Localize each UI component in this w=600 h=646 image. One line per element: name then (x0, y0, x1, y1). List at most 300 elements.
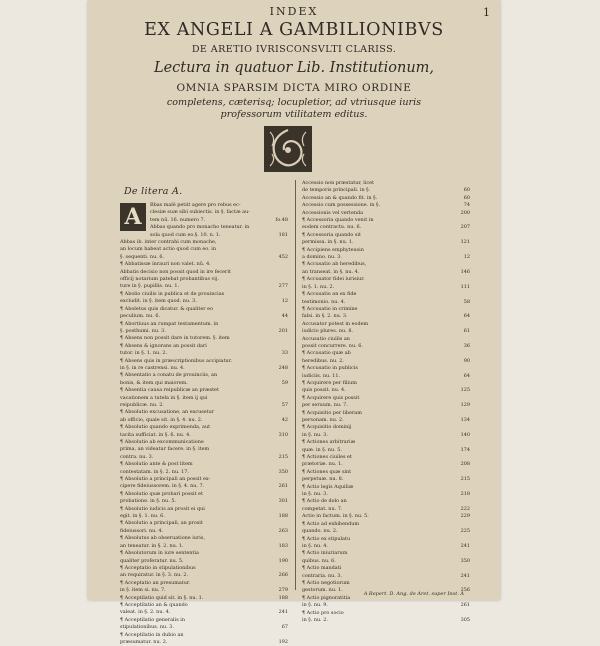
index-entry-text: an locum habeat actio quod cum eo. in (120, 246, 216, 253)
index-entry (302, 373, 470, 380)
index-entry-text: ¶ Accessoria quando sit (302, 231, 361, 238)
index-entry (120, 587, 288, 594)
index-entry-text: ¶ Actio negotiorum (302, 579, 350, 586)
index-entry-page: 277 (278, 283, 288, 290)
index-entry-text: ¶ Acquirere quis possit (302, 394, 360, 401)
index-entry (120, 565, 288, 572)
index-entry (302, 469, 470, 476)
index-entry-text: ¶ Absolutorum in iure sententia (120, 550, 199, 557)
index-entry-page: 181 (278, 231, 288, 238)
index-entry (120, 476, 288, 483)
index-entry (302, 536, 470, 543)
index-entry-text: ¶ Absens non possit dare in tutorem. §. item (120, 335, 230, 342)
title-main: EX ANGELI A GAMBILIONIBVS (144, 20, 444, 40)
index-entry (302, 224, 470, 231)
index-entry-text: stipulationibus. nu. 3. (120, 624, 174, 631)
index-entry-text: testimonio. nu. 4. (302, 298, 346, 305)
page-number: 1 (483, 6, 490, 19)
index-entry-page: 67 (281, 624, 288, 631)
index-entry (120, 624, 288, 631)
index-entry (302, 410, 470, 417)
index-entry-page: 241 (278, 609, 288, 616)
index-entry (302, 610, 470, 617)
index-entry-text: per seruum. nu. 7. (302, 402, 348, 409)
index-entry-page: 241 (460, 542, 470, 549)
index-entry-page: 44 (281, 313, 288, 320)
index-entry-page: 190 (278, 557, 288, 564)
index-entry-text: in §. nu. 3. (302, 431, 328, 438)
index-entry (302, 521, 470, 528)
index-entry-text: contra. nu. 3. (120, 453, 154, 460)
index-entry (302, 439, 470, 446)
index-entry (120, 424, 288, 431)
index-entry-page: 256 (460, 587, 470, 594)
index-entry (302, 306, 470, 313)
index-entry (302, 380, 470, 387)
index-entry (120, 498, 288, 505)
index-entry (120, 528, 288, 535)
index-entry-text: ¶ Actiones arbitrariæ (302, 439, 356, 446)
index-entry (120, 372, 288, 379)
index-entry (120, 543, 288, 550)
index-entry-text: valeat. in §. 2. nu. 4. (120, 609, 171, 616)
index-entry-text: reipublicæ. nu. 2. (120, 401, 164, 408)
index-entry-text: Accessio an & quando fit. in §. (302, 194, 378, 201)
index-entry (120, 535, 288, 542)
index-entry-text: sola quod cum eo.§. 10. n. 1. (150, 231, 221, 238)
index-entry (120, 380, 288, 387)
index-entry-page: 42 (281, 416, 288, 423)
book-page (88, 0, 500, 645)
index-entry (302, 395, 470, 402)
index-entry-text: ¶ Abolio ciuilis in publica et de prouincias (120, 290, 225, 297)
index-entry-text: falsi. in §. 2. nu. 3. (302, 313, 348, 320)
index-entry-text: ¶ Actio pro socio (302, 609, 344, 616)
title-omnia: OMNIA SPARSIM DICTA MIRO ORDINE (176, 82, 412, 94)
index-entry (120, 520, 288, 527)
index-entry-text: qualiter proferatur. nu. 5. (120, 557, 184, 564)
index-entry (302, 617, 470, 624)
index-entry-text: ¶ Accusatio ab heredibus, (302, 261, 367, 268)
index-entry-page: 60 (463, 187, 470, 194)
index-entry-page: 261 (460, 602, 470, 609)
index-entry-text: heredibus. nu. 2. (302, 357, 344, 364)
index-entry (120, 291, 288, 298)
index-entry-text: iudiciis. nu. 11. (302, 372, 341, 379)
index-entry-page: 12 (281, 298, 288, 305)
index-entry-text: eodem contractu. nu. 6. (302, 224, 362, 231)
index-entry (302, 461, 470, 468)
index-entry (302, 565, 470, 572)
index-entry (120, 358, 288, 365)
index-entry-text: Actio in factum. in §. nu. 5. (302, 513, 369, 520)
index-entry-page: 261 (278, 483, 288, 490)
index-entry (302, 513, 470, 520)
index-entry (120, 446, 288, 453)
index-entry (302, 291, 470, 298)
index-entry (302, 313, 470, 320)
index-entry-text: an teneatur. in §. 2. nu. 1. (120, 542, 184, 549)
index-entry-page: 174 (460, 446, 470, 453)
index-entry-page: 188 (278, 594, 288, 601)
index-entry-page: 215 (278, 453, 288, 460)
index-entry (120, 283, 288, 290)
index-entry-page: 215 (460, 476, 470, 483)
index-entry-text: de temporis principali. in §. (302, 187, 371, 194)
index-entry (120, 595, 288, 602)
index-entry-text: ¶ Absentatio a conatu de prouinciis, an (120, 372, 218, 379)
index-entry-text: ¶ Absolutio iudicis an prosit ei qui (120, 505, 205, 512)
index-entry-text: iudicio plures. nu. 8. (302, 328, 353, 335)
index-entry-text: ¶ Actio legis Aquiliæ (302, 483, 354, 490)
index-entry (302, 528, 470, 535)
index-entry (302, 284, 470, 291)
index-entry-page: 33 (281, 350, 288, 357)
index-entry (120, 402, 288, 409)
index-entry-text: ¶ Aboletus quis dicatur. & qualiter eo (120, 305, 214, 312)
index-entry-page: 183 (278, 542, 288, 549)
running-header-title: INDEX (269, 5, 319, 18)
index-entry-page: 350 (460, 557, 470, 564)
index-entry-text: ¶ Acquisitio dominij (302, 424, 352, 431)
index-entry-page: 207 (460, 224, 470, 231)
index-entry-page: 225 (460, 528, 470, 535)
index-entry-page: 200 (460, 209, 470, 216)
index-entry (120, 298, 288, 305)
index-entry (120, 639, 288, 646)
index-entry-text: ¶ Absolutio ab excommunicatione (120, 439, 204, 445)
index-entry-page: 60 (463, 194, 470, 201)
index-entry (120, 439, 288, 446)
index-entry (302, 328, 470, 335)
title-italic-line-1: completens, cæterisq; locupletior, ad vtriusque iuris (166, 97, 422, 108)
index-entry-page: 12 (463, 254, 470, 261)
index-entry (302, 180, 470, 187)
index-entry (120, 602, 288, 609)
index-entry (120, 343, 288, 350)
index-entry-page: 74 (463, 202, 470, 209)
index-entry (302, 491, 470, 498)
index-entry (120, 350, 288, 357)
index-entry (120, 365, 288, 372)
index-entry (120, 513, 288, 520)
index-entry-page: 305 (460, 616, 470, 623)
index-entry-text: tutor. in §. 1. nu. 2. (120, 350, 168, 357)
index-entry-text: ¶ Absolutio quando exprimenda, aut (120, 424, 211, 431)
index-entry-page: 146 (460, 268, 470, 275)
index-entry-text: competat. nu. 7. (302, 505, 343, 512)
index-entry (302, 387, 470, 394)
index-entry (302, 558, 470, 565)
index-entry-text: ¶ Actiones quæ sint (302, 468, 352, 475)
index-entry-page: 218 (460, 491, 470, 498)
index-entry (302, 217, 470, 224)
index-entry-page: 241 (460, 572, 470, 579)
index-entry-text: bonis, & item qui maiorem. (120, 379, 188, 386)
index-entry-page: 192 (278, 638, 288, 645)
index-entry-page: 301 (278, 498, 288, 505)
index-entry (302, 299, 470, 306)
title-lectura: Lectura in quatuor Lib. Institutionum, (153, 60, 435, 76)
index-entry-page: 121 (460, 239, 470, 246)
index-entry-text: ¶ Acceptatio in stipulationibus (120, 564, 196, 571)
index-entry-text: Abbatis decisio non possit quod in ire fecerit (120, 268, 231, 275)
index-entry (302, 239, 470, 246)
index-entry-text: præsumatur. nu. 2. (120, 638, 168, 645)
index-entry-page: 90 (463, 357, 470, 364)
index-entry (302, 336, 470, 343)
index-entry-text: vacationem a tutela in §. item ij qui (120, 394, 208, 401)
index-entry-text: ¶ Accusatio in publicis (302, 365, 358, 372)
index-entry (302, 187, 470, 194)
index-entry (120, 558, 288, 565)
index-entry-text: Abbas quando pro monacho teneatur. in (150, 224, 250, 231)
index-entry (302, 602, 470, 609)
index-entry-text: §. sequenti. nu. 6. (120, 253, 164, 260)
index-entry-text: ¶ Acceptatio an presumatur. (120, 579, 191, 586)
index-entry (120, 261, 288, 268)
index-entry-text: an transeat. in §. nu. 4. (302, 268, 360, 275)
index-entry (302, 247, 470, 254)
index-entry-text: ¶ Accessoria quando venit in (302, 217, 374, 224)
index-entry-text: a domino. nu. 3. (302, 254, 342, 261)
index-entry-text: Abbas ib. inter contrahi cum monache, (120, 239, 217, 246)
index-entry-text: in §. 1. nu. 2. (302, 283, 335, 290)
index-entry-text: prætoriæ. nu. 1. (302, 461, 343, 468)
left-column (120, 180, 288, 645)
index-entry-page: 125 (460, 387, 470, 394)
title-sub: DE ARETIO IVRISCONSVLTI CLARISS. (191, 44, 397, 55)
index-entry-text: ¶ Absolutus ab obseruatione iuris, (120, 535, 205, 542)
index-entry-text: in §. in re castrensi. nu. 4. (120, 364, 185, 371)
index-entry-text: Accusator potest in eodem (302, 320, 369, 327)
index-entry-text: Accessionis vel vertenda (302, 209, 364, 216)
index-entry-text: ¶ Actio mandati (302, 565, 342, 572)
section-heading: De litera A. (124, 186, 183, 197)
index-entry-text: ¶ Accusatio quæ ab (302, 350, 351, 357)
index-entry-text: in §. nu. 4. (302, 542, 328, 549)
index-entry-text: ¶ Absolutio a principali an possit ex- (120, 476, 211, 483)
index-entry-text: quando. nu. 2. (302, 528, 338, 535)
index-entry (302, 261, 470, 268)
index-entry-text: ¶ Actiones ciuiles et (302, 454, 352, 461)
index-entry-text: permissa. in §. nu. 1. (302, 239, 354, 246)
index-entry-page: 201 (278, 327, 288, 334)
index-entry-page: 188 (278, 513, 288, 520)
index-entry-text: ¶ Acceptilatio an & quando (120, 601, 188, 608)
index-entry-page: 57 (281, 401, 288, 408)
decorative-woodcut-ornament-icon (262, 124, 314, 174)
index-entry (302, 343, 470, 350)
index-entry-page: 64 (463, 372, 470, 379)
index-entry-text: ¶ Accusator fidei iurisiur. (302, 276, 365, 283)
index-entry (302, 202, 470, 209)
index-entry (120, 387, 288, 394)
index-entry-text: contraria. nu. 3. (302, 572, 343, 579)
index-entry (302, 506, 470, 513)
index-entry (302, 484, 470, 491)
index-entry (302, 417, 470, 424)
index-entry-text: in §. nu. 9. (302, 602, 328, 609)
index-entry-page: 59 (281, 379, 288, 386)
footer-signature: A Repert. D. Ang. de Aret. super Inst. A (363, 591, 464, 597)
index-entry-text: ¶ Actio ex stipulatu (302, 535, 351, 542)
index-entry-page: 140 (460, 431, 470, 438)
index-entry (302, 447, 470, 454)
index-entry (302, 232, 470, 239)
index-entry (120, 461, 288, 468)
index-entry-text: ¶ Acquisitio per liberam (302, 409, 362, 416)
index-entry-text: excludit. in §. item quod. nu. 3. (120, 298, 197, 305)
index-entry-page: 229 (460, 513, 470, 520)
index-entry (120, 506, 288, 513)
index-entry (120, 617, 288, 624)
index-entry (302, 454, 470, 461)
index-entry-text: in §. item si. nu. 7. (120, 587, 166, 594)
index-entry (302, 432, 470, 439)
index-entry-text: ¶ Accipiens emphyteusin (302, 246, 364, 253)
index-entry-text: contestatam. in §. 2. nu. 17. (120, 468, 189, 475)
index-entry-text: tacita sufficiat. in §. 6. nu. 4. (120, 431, 191, 438)
index-entry (302, 550, 470, 557)
index-entry (302, 254, 470, 261)
index-entry-text: ¶ Absens & ignorans an possit dari (120, 342, 207, 349)
index-entry-page: 129 (460, 402, 470, 409)
index-entry (120, 306, 288, 313)
index-entry (302, 210, 470, 217)
index-entry (120, 432, 288, 439)
index-entry-text: cipere fideiussorem. in §. 4. nu. 7. (120, 483, 205, 490)
index-entry-text: ¶ Acquirere per filium (302, 379, 357, 386)
index-entry (302, 365, 470, 372)
index-entry-page: 263 (278, 527, 288, 534)
index-entry (302, 498, 470, 505)
index-entry-text: fideiussori. nu. 4. (120, 527, 164, 534)
index-entry-text: ¶ Acceptilatio in dubio an (120, 631, 184, 638)
index-entry (302, 476, 470, 483)
index-entry-page: 266 (278, 572, 288, 579)
index-entry-text: ¶ Abbatissæ inrauri non valet. nū. 4. (120, 261, 211, 268)
index-entry (120, 609, 288, 616)
index-entry-text: ¶ Actio ad exhibendum (302, 520, 360, 527)
index-entry-text: Accessio non præstatur, licet (302, 180, 374, 186)
index-entry-page: 452 (278, 253, 288, 260)
index-entry-text: ture in §. pupillis. nu. 1. (120, 283, 180, 290)
index-entry-text: ¶ Acceptilatio generalis in (120, 616, 185, 623)
index-entry-page: 222 (460, 505, 470, 512)
index-entry-page: 248 (278, 364, 288, 371)
index-entry (302, 350, 470, 357)
index-entry-page: 134 (460, 417, 470, 423)
index-entry (120, 321, 288, 328)
title-italic-line-2: professorum vtilitatem editus. (220, 109, 368, 120)
index-entry-text: quibus. nu. 6. (302, 557, 336, 564)
index-entry-text: possit concurrere. nu. 6. (302, 342, 363, 349)
index-entry-text: officij notarium patebat probantibus vij. (120, 276, 219, 283)
index-entry-text: ¶ Accusatio an ex fide (302, 291, 357, 298)
index-entry-text: ab officio, quale sit. in §. 4. nu. 2. (120, 416, 203, 423)
index-entry (302, 543, 470, 550)
index-entry-text: peculium. nu. 6. (120, 313, 161, 320)
index-entry (120, 269, 288, 276)
index-entry (302, 402, 470, 409)
index-entry (120, 417, 288, 424)
index-entry-text: ¶ Acceptilatio quid sit. in §. nu. 1. (120, 594, 204, 601)
index-entry-text: quis possit. nu. 4. (302, 387, 346, 394)
index-entry-text: personam. nu. 2. (302, 417, 344, 423)
index-entry (120, 469, 288, 476)
index-entry-text: Accusatio ciuilis an (302, 335, 350, 342)
index-entry-text: §. posthumi. nu. 3. (120, 327, 166, 334)
index-entry (302, 321, 470, 328)
index-entry-text: prima, an videatur facere. in §. item (120, 446, 210, 453)
index-entry-text: ¶ Absolutio excusatione, an excusetur (120, 409, 215, 416)
index-entry (302, 580, 470, 587)
index-entry (120, 254, 288, 261)
index-entry-page: 310 (278, 431, 288, 438)
index-entry-text: probatione. in §. nu. 5. (120, 498, 176, 505)
index-entry-page: fo.48 (275, 216, 288, 223)
index-entry-text: ¶ Absolutio a principali, an prosit (120, 520, 203, 527)
index-entry (302, 358, 470, 365)
index-entry (120, 232, 288, 239)
index-entry (120, 328, 288, 335)
index-entry (302, 424, 470, 431)
running-header (88, 4, 500, 18)
index-entry-text: in §. nu. 2. (302, 616, 328, 623)
index-entry (120, 276, 288, 283)
index-entry-text: egit. in §. 1. nu. 6. (120, 513, 165, 520)
index-entry-text: ¶ Absentia causa reipublicæ an præstet (120, 387, 219, 394)
index-entry (302, 276, 470, 283)
index-entry-text: Accessio cum possessione. in §. (302, 202, 381, 209)
index-entry (120, 491, 288, 498)
index-entry-page: 350 (278, 468, 288, 475)
index-entry (120, 454, 288, 461)
index-entry (120, 572, 288, 579)
index-entry (302, 269, 470, 276)
index-entry (120, 246, 288, 253)
index-entry-text: ¶ Absens quis in præscriptionibus accipiatur. (120, 357, 233, 364)
index-entry-text: quæ. in §. nu. 5. (302, 446, 342, 453)
index-entry-page: 61 (463, 328, 470, 335)
index-entry (302, 195, 470, 202)
index-entry-text: ¶ Abortiuus an rumpat testamentum. in (120, 320, 219, 327)
index-entry-text: Bbas malè petiit agere pro rebus ec- (150, 202, 241, 208)
index-entry (120, 313, 288, 320)
index-entry-text: gestorum. nu. 1. (302, 587, 343, 594)
index-entry-text: perpetuæ. nu. 8. (302, 476, 344, 483)
index-entry-page: 36 (463, 342, 470, 349)
decorated-initial: A (120, 203, 146, 231)
index-entry (120, 409, 288, 416)
index-entry (302, 573, 470, 580)
index-entry-page: 111 (460, 283, 470, 290)
index-entry-text: in §. nu. 3. (302, 491, 328, 498)
index-entry-text: ¶ Actio pignoratitia (302, 594, 351, 601)
index-entry (120, 483, 288, 490)
index-entry-text: ¶ Absolutio ante & post litem (120, 461, 193, 468)
index-entry (120, 632, 288, 639)
index-entry-text: ¶ Actio de dolo an (302, 498, 347, 505)
index-entry-text: ¶ Accusatio in crimine (302, 305, 358, 312)
index-entry (120, 335, 288, 342)
index-entry-page: 58 (463, 298, 470, 305)
index-entry-text: ¶ Absolutio quæ probari possit et (120, 490, 203, 497)
index-entry-page: 279 (278, 587, 288, 594)
column-divider (295, 180, 296, 590)
index-entry-page: 64 (463, 313, 470, 320)
